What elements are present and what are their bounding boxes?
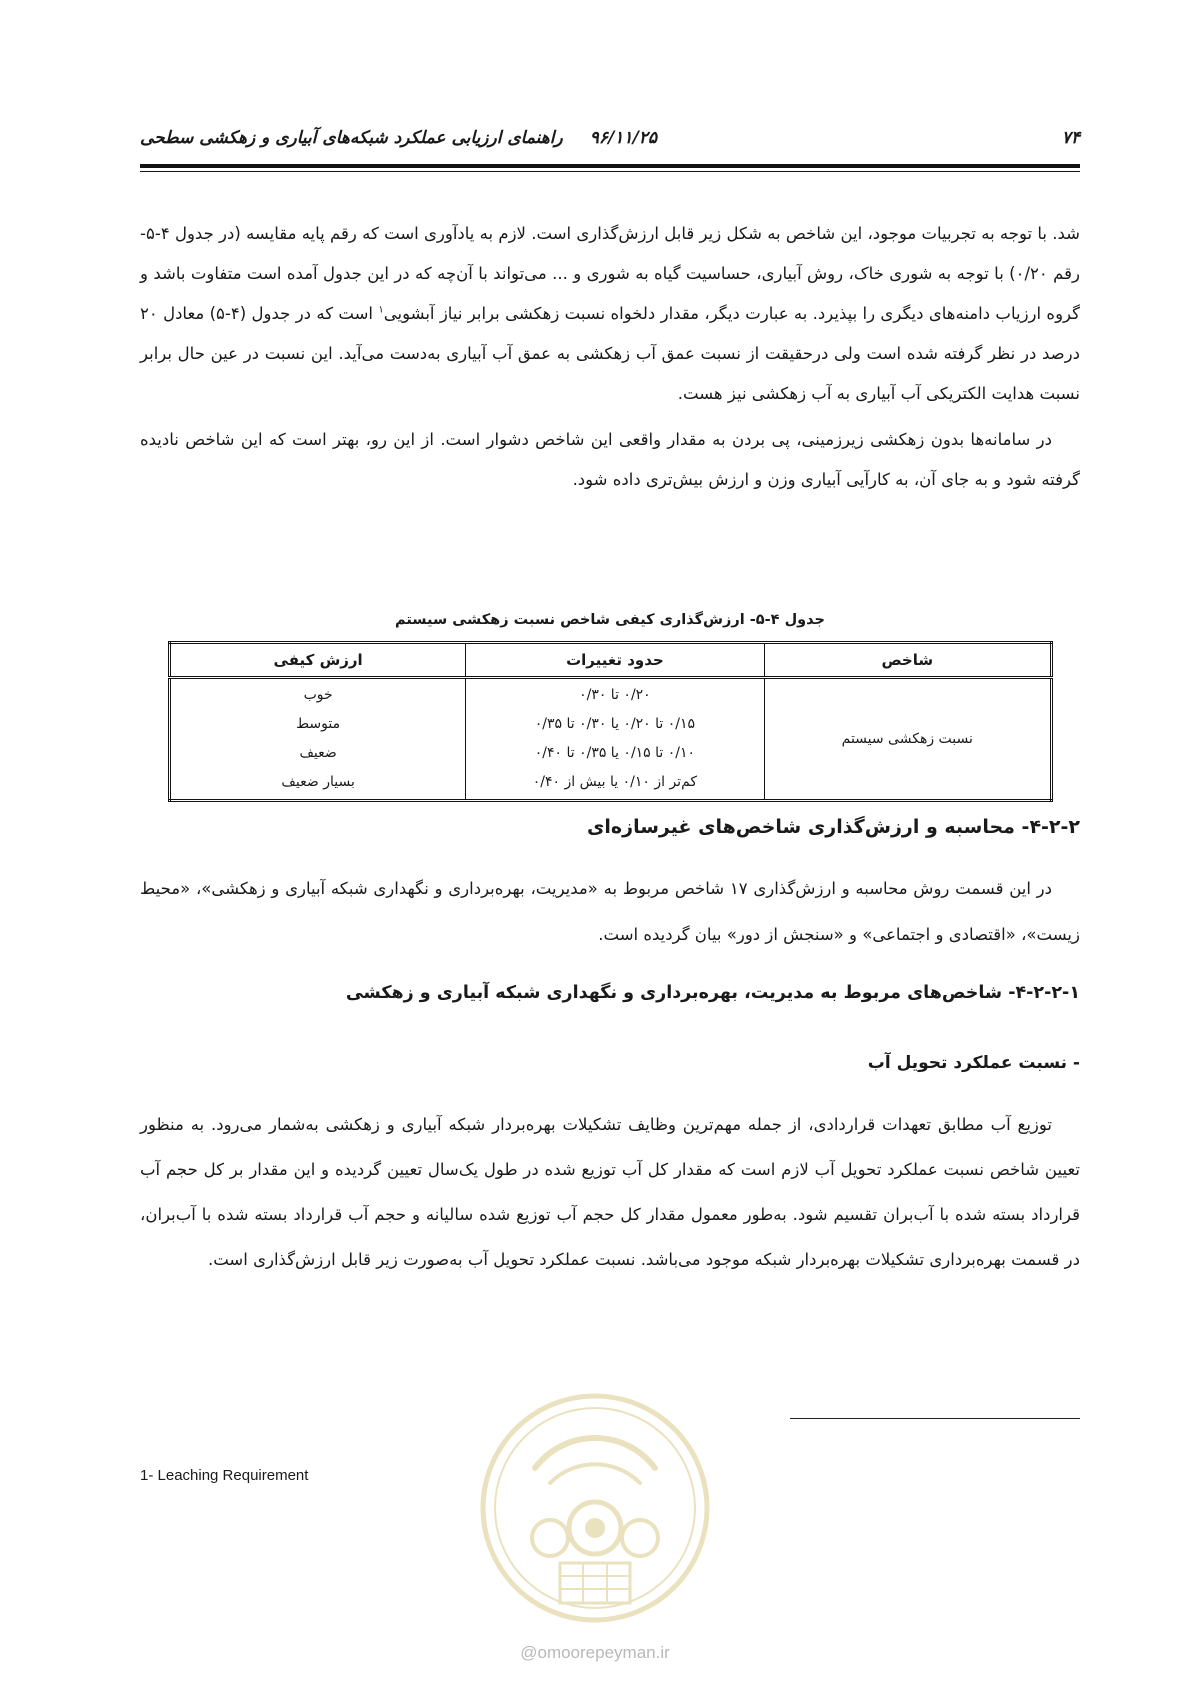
range-value: ۰/۱۰ تا ۰/۱۵ یا ۰/۳۵ تا ۰/۴۰ [534, 745, 696, 761]
section-heading: ۴-۲-۲- محاسبه و ارزش‌گذاری شاخص‌های غیرسازه‌ای [587, 816, 1080, 838]
footnote: 1- Leaching Requirement [140, 1467, 309, 1484]
item-paragraph: توزیع آب مطابق تعهدات قراردادی، از جمله مهم‌ترین وظایف تشکیلات بهره‌بردار شبکه آبیاری و زهکشی به‌شمار می‌رود. به منظور تعیین شاخص نسبت عملکرد تحویل آب لازم است که مقدار کل آب توزیع شده در طول یک‌سال تعیین گردیده و این مقدار بر کل حجم آب قرارداد بسته شده با آب‌بران تقسیم شود. به‌طور معمول مقدار کل حجم آب توزیع شده سالیانه و حجم آب قرارداد بسته شده با آب‌بران، در قسمت بهره‌برداری تشکیلات بهره‌بردار شبکه موجود می‌باشد. نسبت عملکرد تحویل آب به‌صورت زیر قابل ارزش‌گذاری است. [140, 1115, 1080, 1269]
range-value: کم‌تر از ۰/۱۰ یا بیش از ۰/۴۰ [532, 774, 698, 790]
quality-value: متوسط [296, 716, 341, 732]
watermark-url-text: omoorepeyman.ir [537, 1643, 670, 1662]
header-quality: ارزش کیفی [170, 643, 466, 678]
section-paragraph: در این قسمت روش محاسبه و ارزش‌گذاری ۱۷ شاخص مربوط به «مدیریت، بهره‌برداری و نگهداری شبکه آبیاری و زهکشی»، «محیط زیست»، «اقتصادی و اجتماعی» و «سنجش از دور» بیان گردیده است. [140, 879, 1080, 944]
drainage-ratio-table [168, 641, 1053, 802]
subsection-heading: ۴-۲-۲-۱- شاخص‌های مربوط به مدیریت، بهره‌برداری و نگهداری شبکه آبیاری و زهکشی [345, 983, 1080, 1003]
range-value: ۰/۱۵ تا ۰/۲۰ یا ۰/۳۰ تا ۰/۳۵ [534, 716, 696, 732]
quality-value: خوب [303, 687, 333, 703]
header-title: راهنمای ارزیابی عملکرد شبکه‌های آبیاری و زهکشی سطحی [140, 128, 563, 148]
page-number: ۷۴ [1061, 128, 1080, 148]
intro-paragraph-part1: شد. با توجه به تجربیات موجود، این شاخص به شکل زیر قابل ارزش‌گذاری است. لازم به یادآوری است که رقم پایه مقایسه (در جدول ۴-۵- رقم ۰/۲۰) با توجه به شوری خاک، روش آبیاری، حساسیت گیاه به شوری و ... می‌تواند با آن‌چه که در این جدول آمده است متفاوت باشد و گروه ارزیاب دامنه‌های دیگری را بپذیرد. به عبارت دیگر، مقدار دلخواه نسبت زهکشی برابر نیاز آبشویی [140, 224, 1081, 323]
intro-paragraph [140, 214, 1080, 414]
footnote-rule [790, 1418, 1080, 1419]
quality-cell [170, 678, 466, 801]
table-caption: جدول ۴-۵- ارزش‌گذاری کیفی شاخص نسبت زهکشی سیستم [395, 612, 825, 628]
quality-value: ضعیف [299, 745, 337, 761]
intro-text [140, 214, 1080, 500]
range-value: ۰/۲۰ تا ۰/۳۰ [579, 687, 651, 703]
second-paragraph: در سامانه‌ها بدون زهکشی زیرزمینی، پی بردن به مقدار واقعی این شاخص دشوار است. از این رو، بهتر است که این شاخص نادیده گرفته شود و به جای آن، به کارآیی آبیاری وزن و ارزش بیش‌تری داده شود. [140, 430, 1080, 489]
header-range: حدود تغییرات [466, 643, 764, 678]
index-cell: نسبت زهکشی سیستم [764, 678, 1051, 801]
watermark-url: @omoorepeyman.ir [520, 1643, 670, 1662]
footnote-reference: ۱ [378, 304, 384, 316]
page-header [140, 128, 1080, 154]
header-rule-thin [140, 171, 1080, 172]
item-heading: - نسبت عملکرد تحویل آب [867, 1053, 1080, 1073]
range-cell [466, 678, 764, 801]
intro-paragraph-part2: است که در جدول (۴-۵) معادل ۲۰ درصد در نظر گرفته شده است ولی درحقیقت از نسبت عمق آب زهکشی به عمق آب آبیاری به‌دست می‌آید. این نسبت در عین حال برابر نسبت هدایت الکتریکی آب آبیاری به آب زهکشی نیز هست. [140, 304, 1080, 403]
table-header-row [170, 643, 1052, 678]
header-index: شاخص [764, 643, 1051, 678]
header-rule-thick [140, 164, 1080, 168]
table-row [170, 678, 1052, 801]
section-paragraph-block [140, 866, 1080, 958]
seal-icon [475, 1388, 715, 1628]
header-date: ۹۶/۱۱/۲۵ [589, 128, 657, 148]
item-paragraph-block [140, 1102, 1080, 1282]
quality-value: بسیار ضعیف [281, 774, 355, 790]
